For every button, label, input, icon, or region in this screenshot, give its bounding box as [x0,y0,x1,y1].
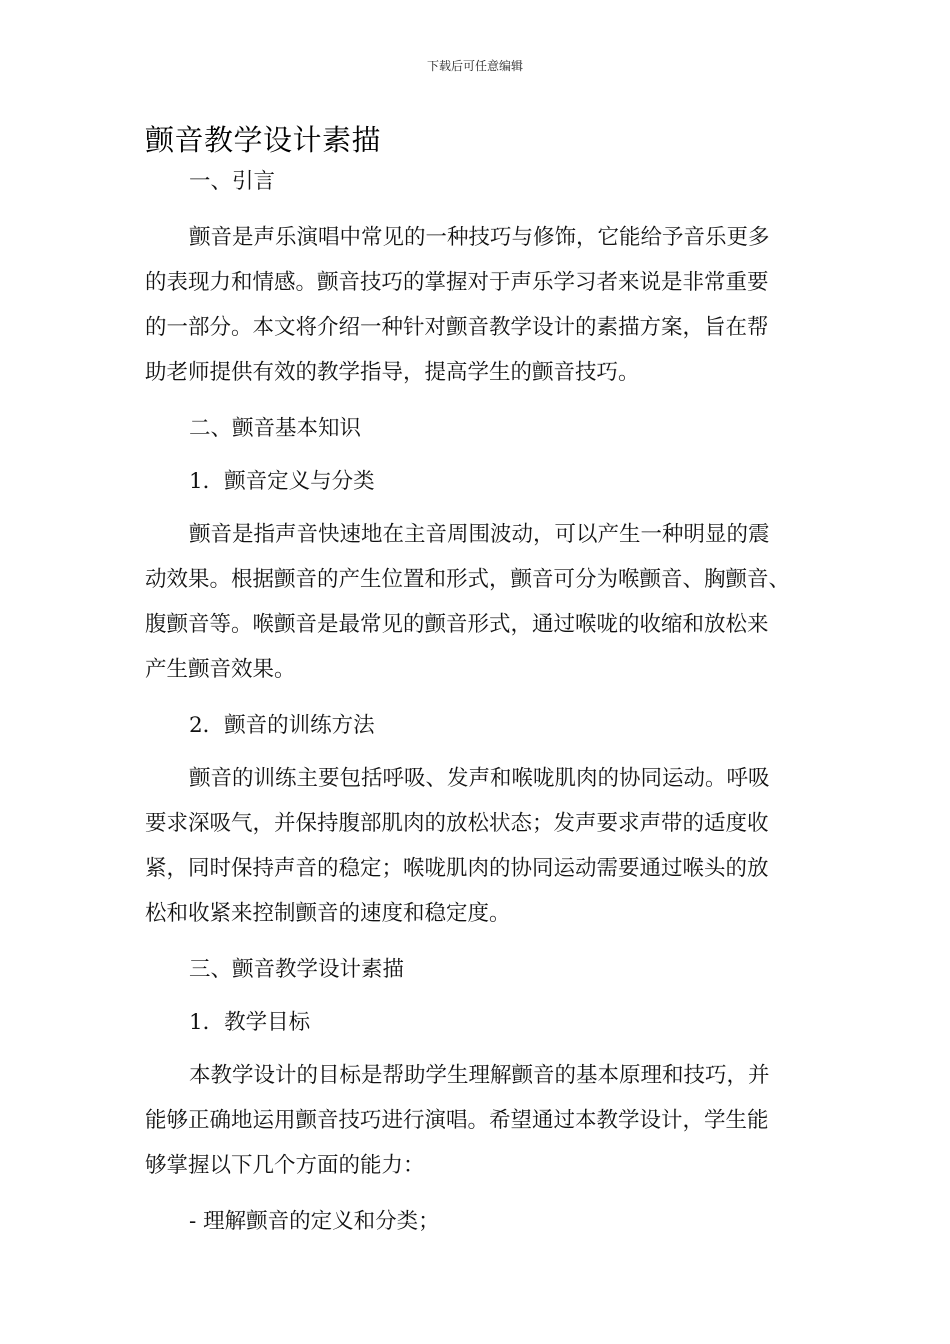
text-line: 颤音是指声音快速地在主音周围波动，可以产生一种明显的震 [189,522,770,547]
text-line: 颤音是声乐演唱中常见的一种技巧与修饰，它能给予音乐更多 [189,225,770,250]
text-line: 一、引言 [189,169,276,194]
document-title: 颤音教学设计素描 [145,123,382,157]
text-line: - 理解颤音的定义和分类； [189,1209,440,1234]
text-line: 松和收紧来控制颤音的速度和稳定度。 [145,901,511,926]
text-line: 要求深吸气，并保持腹部肌肉的放松状态；发声要求声带的适度收 [145,811,769,836]
text-line: 能够正确地运用颤音技巧进行演唱。希望通过本教学设计，学生能 [145,1108,769,1133]
text-line: 产生颤音效果。 [145,657,296,682]
text-line: 助老师提供有效的教学指导，提高学生的颤音技巧。 [145,360,640,385]
text-line: 够掌握以下几个方面的能力： [145,1153,425,1178]
text-line: 2．颤音的训练方法 [189,713,375,738]
document-body [145,167,810,1236]
text-line: 动效果。根据颤音的产生位置和形式，颤音可分为喉颤音、胸颤音、 [145,567,791,592]
text-line: 的一部分。本文将介绍一种针对颤音教学设计的素描方案，旨在帮 [145,315,769,340]
text-line: 三、颤音教学设计素描 [189,957,405,982]
text-line: 紧，同时保持声音的稳定；喉咙肌肉的协同运动需要通过喉头的放 [145,856,769,881]
text-line: 腹颤音等。喉颤音是最常见的颤音形式，通过喉咙的收缩和放松来 [145,612,769,637]
text-line: 1．教学目标 [189,1010,311,1035]
text-line: 颤音的训练主要包括呼吸、发声和喉咙肌肉的协同运动。呼吸 [189,766,770,791]
text-line: 二、颤音基本知识 [189,416,362,441]
text-line: 本教学设计的目标是帮助学生理解颤音的基本原理和技巧，并 [189,1063,770,1088]
text-line: 的表现力和情感。颤音技巧的掌握对于声乐学习者来说是非常重要 [145,270,769,295]
download-note: 下载后可任意编辑 [426,59,523,73]
text-line: 1．颤音定义与分类 [189,469,375,494]
